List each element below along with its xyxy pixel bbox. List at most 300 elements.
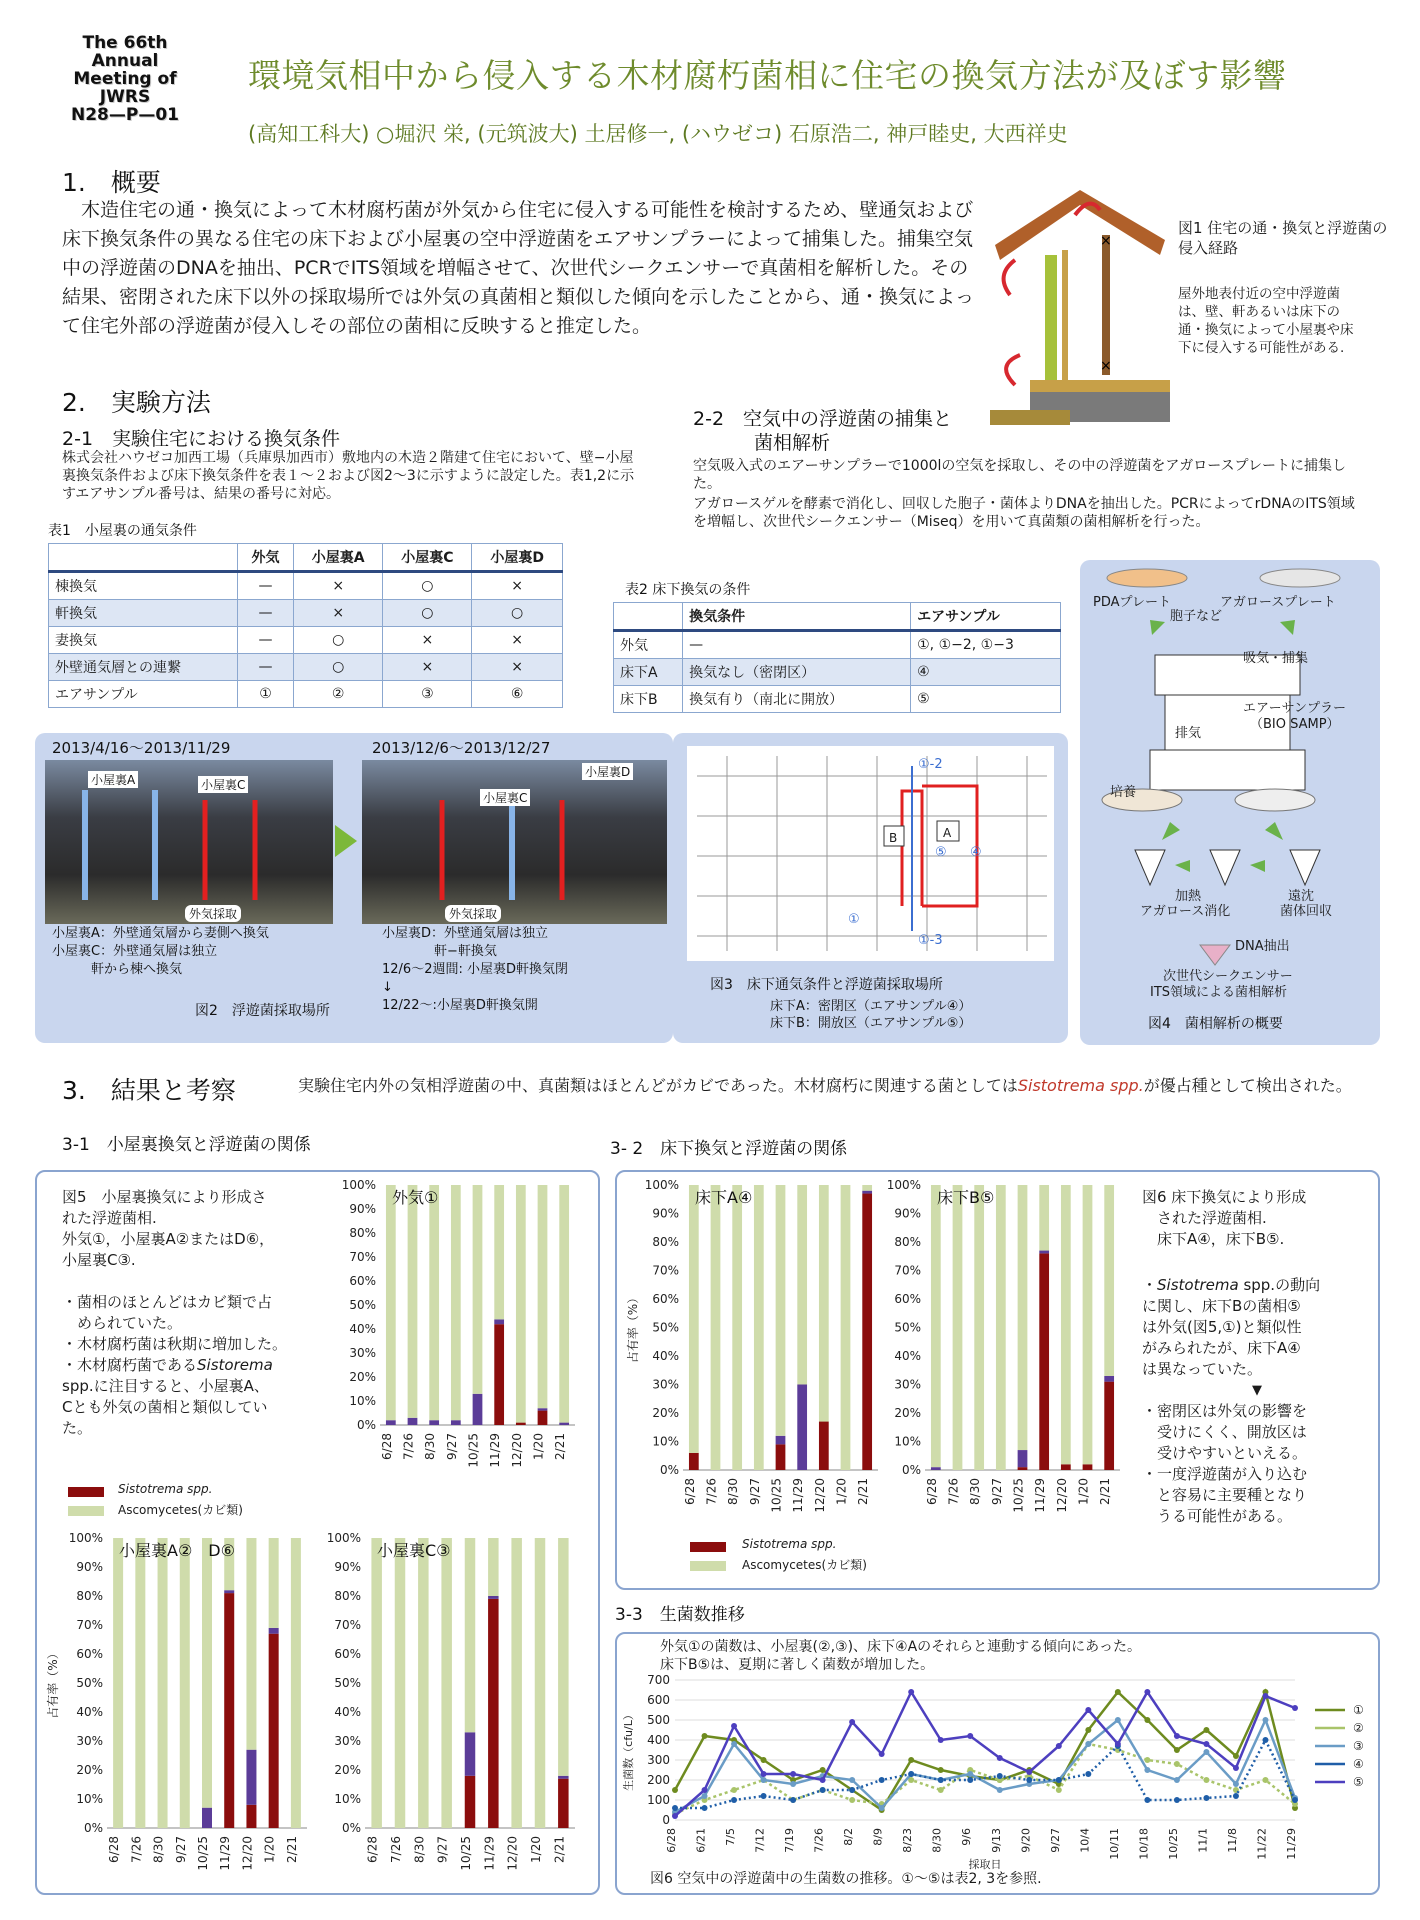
table-row: 床下A 換気なし（密閉区） ④ xyxy=(614,659,1061,686)
fig4-label-centrifuge: 遠沈 xyxy=(1288,889,1315,904)
chart-title: 小屋裏A② D⑥ xyxy=(119,1541,235,1560)
x-tick-label: 7/26 xyxy=(389,1836,403,1863)
fig3-caption: 図3 床下通気条件と浮遊菌採取場所 xyxy=(710,977,943,993)
data-point xyxy=(1144,1717,1150,1723)
y-tick-label: 80% xyxy=(652,1235,679,1249)
data-point xyxy=(997,1773,1003,1779)
data-point xyxy=(672,1805,678,1811)
fig1-arrow xyxy=(1004,260,1015,295)
data-point xyxy=(997,1755,1003,1761)
bar-segment xyxy=(224,1593,234,1828)
y-tick-label: 30% xyxy=(334,1734,361,1748)
bar-segment xyxy=(429,1420,439,1425)
legend-swatch-sistotrema xyxy=(690,1542,726,1552)
y-tick-label: 10% xyxy=(349,1394,376,1408)
bar-segment xyxy=(269,1538,279,1628)
data-point xyxy=(1144,1689,1150,1695)
bar-segment xyxy=(974,1185,984,1470)
fig4-label-sampler: エアーサンプラー xyxy=(1243,701,1346,716)
data-point xyxy=(1174,1797,1180,1803)
data-point xyxy=(1262,1737,1268,1743)
bar-segment xyxy=(538,1408,548,1410)
bar-segment xyxy=(135,1538,145,1828)
table1: 外気 小屋裏A 小屋裏C 小屋裏D 棟換気 — × ○ × 軒換気 — × ○ ○ 妻換気 — ○ × × 外壁通気層との連繋 — ○ × × エアサンプル ① ② ③ ⑥ xyxy=(48,543,563,708)
y-axis-label: 生菌数（cfu/L） xyxy=(622,1709,635,1791)
fig5-bullets: ・菌相のほとんどはカビ類で占 められていた。 ・木材腐朽菌は秋期に増加した。 ・木材腐朽菌であるSistorema spp.に注目すると、小屋裏A、 Cとも外気の菌相と類似してい た。 xyxy=(62,1293,288,1437)
y-tick-label: 20% xyxy=(894,1406,921,1420)
y-tick-label: 90% xyxy=(894,1206,921,1221)
data-point xyxy=(1115,1741,1121,1747)
fig2-label-outside-right: 外気採取 xyxy=(445,905,501,922)
bar-segment xyxy=(1061,1185,1071,1464)
x-tick-label: 11/29 xyxy=(1033,1478,1048,1513)
fig4-label-pda: PDAプレート xyxy=(1093,595,1171,610)
x-tick-label: 6/28 xyxy=(107,1836,122,1863)
bar-segment xyxy=(689,1185,699,1453)
bar-segment xyxy=(291,1538,301,1828)
fig3-notes: 床下A：密閉区（エアサンプル④） 床下B：開放区（エアサンプル⑤） xyxy=(770,999,972,1031)
series-line xyxy=(675,1692,1295,1810)
y-tick-label: 80% xyxy=(894,1235,921,1249)
data-point xyxy=(1292,1705,1298,1711)
y-tick-label: 50% xyxy=(894,1320,921,1335)
y-tick-label: 90% xyxy=(334,1560,361,1574)
x-tick-label: 11/8 xyxy=(1225,1828,1239,1853)
data-point xyxy=(761,1771,767,1777)
y-tick-label: 80% xyxy=(334,1589,361,1603)
data-point xyxy=(1174,1747,1180,1753)
y-tick-label: 60% xyxy=(349,1274,376,1288)
table-row: 棟換気 — × ○ × xyxy=(49,572,563,600)
svg-text:×: × xyxy=(1100,233,1112,249)
chart-outdoor-1 xyxy=(340,1175,580,1475)
bar-segment xyxy=(776,1185,786,1436)
bar-segment xyxy=(269,1628,279,1634)
x-tick-label: 9/27 xyxy=(444,1433,459,1460)
data-point xyxy=(997,1787,1003,1793)
y-tick-label: 60% xyxy=(334,1647,361,1661)
x-tick-label: 2/21 xyxy=(856,1478,871,1505)
bar-segment xyxy=(386,1420,396,1425)
x-tick-label: 11/29 xyxy=(791,1478,806,1513)
table-row: 外気 — ①, ①−2, ①−3 xyxy=(614,631,1061,659)
bar-segment xyxy=(465,1538,476,1732)
x-tick-label: 6/28 xyxy=(682,1478,697,1505)
data-point xyxy=(1085,1707,1091,1713)
y-tick-label: 70% xyxy=(652,1263,679,1278)
x-tick-label: 8/30 xyxy=(412,1836,427,1863)
bar-segment xyxy=(1083,1185,1093,1464)
x-tick-label: 7/26 xyxy=(401,1433,416,1460)
y-tick-label: 0% xyxy=(901,1463,921,1477)
legend-swatch-sistotrema xyxy=(68,1487,104,1497)
data-point xyxy=(1203,1777,1209,1783)
fig2-date2: 2013/12/6〜2013/12/27 xyxy=(372,739,551,757)
y-tick-label: 100% xyxy=(644,1178,679,1192)
bar-segment xyxy=(113,1538,123,1828)
fig6b-caption: 図6 空気中の浮遊菌中の生菌数の推移。①〜⑤は表2, 3を参照. xyxy=(650,1871,1042,1887)
chart-viable-count xyxy=(620,1670,1380,1870)
x-tick-label: 9/27 xyxy=(173,1836,188,1863)
fig2-note-right: 小屋裏D：外壁通気層は独立 軒−軒換気 12/6〜2週間: 小屋裏D軒換気閉 ↓ 12/22〜:小屋裏D軒換気開 xyxy=(382,926,568,1013)
y-tick-label: 30% xyxy=(652,1377,679,1392)
legend-swatch-ascomycetes xyxy=(690,1561,726,1571)
x-tick-label: 10/11 xyxy=(1107,1828,1121,1860)
legend-label: ② xyxy=(1353,1721,1364,1735)
y-tick-label: 70% xyxy=(334,1618,361,1632)
s22-heading-2: 菌相解析 xyxy=(754,432,831,454)
down-arrow-icon: ▼ xyxy=(1252,1383,1262,1398)
bar-segment xyxy=(931,1185,941,1467)
data-point xyxy=(1233,1781,1239,1787)
bar-segment xyxy=(776,1436,786,1445)
bar-segment xyxy=(202,1538,212,1808)
bar-segment xyxy=(558,1538,569,1776)
x-tick-label: 9/20 xyxy=(1019,1828,1033,1853)
x-tick-label: 9/27 xyxy=(1048,1828,1062,1853)
bar-segment xyxy=(408,1185,418,1418)
y-tick-label: 60% xyxy=(894,1292,921,1306)
x-tick-label: 10/25 xyxy=(1011,1478,1026,1513)
chart-title: 床下B⑤ xyxy=(937,1188,995,1207)
y-tick-label: 70% xyxy=(894,1263,921,1278)
x-tick-label: 7/26 xyxy=(129,1836,144,1863)
bar-segment xyxy=(1083,1464,1093,1470)
data-point xyxy=(967,1777,973,1783)
fig2-arrow-icon xyxy=(335,825,357,857)
x-tick-label: 6/28 xyxy=(379,1433,394,1460)
y-tick-label: 40% xyxy=(76,1705,103,1719)
fig3-mark-1-3: ①-3 xyxy=(918,933,943,948)
table-row: 妻換気 — ○ × × xyxy=(49,627,563,654)
bar-segment xyxy=(494,1319,504,1324)
x-tick-label: 1/20 xyxy=(834,1478,849,1505)
table1-caption: 表1 小屋裏の通気条件 xyxy=(48,523,197,539)
bar-segment xyxy=(202,1808,212,1828)
data-point xyxy=(879,1805,885,1811)
y-tick-label: 0 xyxy=(662,1813,670,1827)
bar-segment xyxy=(494,1324,504,1425)
table-row: 外壁通気層との連繋 — ○ × × xyxy=(49,654,563,681)
table2: 換気条件 エアサンプル 外気 — ①, ①−2, ①−3 床下A 換気なし（密閉区） ④ 床下B 換気有り（南北に開放） ⑤ xyxy=(613,602,1061,713)
data-point xyxy=(938,1737,944,1743)
fig2-label-c: 小屋裏C xyxy=(198,776,248,793)
fig4-label-spores: 胞子など xyxy=(1170,609,1223,624)
x-tick-label: 2/21 xyxy=(1098,1478,1113,1505)
y-tick-label: 80% xyxy=(76,1589,103,1603)
bar-segment xyxy=(1018,1467,1028,1470)
x-tick-label: 8/30 xyxy=(151,1836,166,1863)
bar-segment xyxy=(1018,1185,1028,1450)
y-tick-label: 50% xyxy=(349,1298,376,1312)
y-tick-label: 30% xyxy=(76,1734,103,1748)
x-tick-label: 8/30 xyxy=(726,1478,741,1505)
bar-segment xyxy=(1061,1464,1071,1470)
fig2-label-d: 小屋裏D xyxy=(582,763,633,780)
x-tick-label: 7/12 xyxy=(753,1828,767,1853)
data-point xyxy=(967,1733,973,1739)
y-tick-label: 40% xyxy=(894,1349,921,1363)
bar-segment xyxy=(224,1590,234,1593)
x-tick-label: 12/20 xyxy=(240,1836,255,1871)
chart-title: 外気① xyxy=(392,1188,439,1207)
poster-authors: (高知工科大) ○堀沢 栄, (元筑波大) 土居修一, (ハウゼコ) 石原浩二, 神戸睦史, 大西祥史 xyxy=(248,122,1068,146)
x-tick-label: 9/13 xyxy=(989,1828,1003,1853)
data-point xyxy=(1292,1797,1298,1803)
series-line xyxy=(675,1692,1295,1816)
y-tick-label: 600 xyxy=(647,1693,670,1707)
x-tick-label: 12/20 xyxy=(1054,1478,1069,1513)
data-point xyxy=(761,1757,767,1763)
y-tick-label: 40% xyxy=(349,1322,376,1336)
bar-segment xyxy=(451,1185,461,1420)
data-point xyxy=(908,1771,914,1777)
data-point xyxy=(879,1777,885,1783)
y-tick-label: 100% xyxy=(886,1178,921,1192)
fig4-label-heat: 加熱 xyxy=(1175,889,1202,904)
bar-segment xyxy=(451,1420,461,1425)
fig3-mark-4: ④ xyxy=(970,845,982,860)
x-tick-label: 6/21 xyxy=(694,1828,708,1853)
data-point xyxy=(702,1733,708,1739)
data-point xyxy=(1026,1777,1032,1783)
x-tick-label: 7/26 xyxy=(946,1478,961,1505)
bar-segment xyxy=(408,1418,418,1425)
s22-text1: 空気吸入式のエアーサンプラーで1000lの空気を採取し、その中の浮遊菌をアガロースプレートに捕集した。 xyxy=(693,458,1346,492)
bar-segment xyxy=(418,1538,429,1828)
x-tick-label: 8/30 xyxy=(930,1828,944,1853)
bar-segment xyxy=(269,1634,279,1828)
x-tick-label: 12/20 xyxy=(812,1478,827,1513)
bar-segment xyxy=(473,1185,483,1394)
bar-segment xyxy=(1104,1382,1114,1470)
bar-segment xyxy=(711,1185,721,1470)
bar-segment xyxy=(246,1750,256,1805)
s33-heading: 3-3 生菌数推移 xyxy=(615,1605,745,1625)
x-tick-label: 6/28 xyxy=(665,1828,678,1853)
y-tick-label: 40% xyxy=(334,1705,361,1719)
data-point xyxy=(849,1719,855,1725)
y-tick-label: 0% xyxy=(356,1418,376,1432)
data-point xyxy=(1144,1797,1150,1803)
x-tick-label: 11/1 xyxy=(1196,1828,1210,1853)
fig2-caption: 図2 浮遊菌採取場所 xyxy=(195,1003,330,1019)
bar-segment xyxy=(516,1423,526,1425)
bar-segment xyxy=(819,1185,829,1422)
data-point xyxy=(1203,1795,1209,1801)
x-tick-label: 8/30 xyxy=(968,1478,983,1505)
x-tick-label: 10/25 xyxy=(459,1836,473,1871)
y-tick-label: 300 xyxy=(647,1753,670,1767)
y-tick-label: 70% xyxy=(349,1250,376,1264)
x-tick-label: 10/4 xyxy=(1078,1828,1092,1853)
x-tick-label: 1/20 xyxy=(1076,1478,1091,1505)
data-point xyxy=(731,1723,737,1729)
x-tick-label: 8/23 xyxy=(901,1828,915,1853)
data-point xyxy=(761,1793,767,1799)
fig6b-notes: 外気①の菌数は、小屋裏(②,③)、床下④Aのそれらと連動する傾向にあった。 床下B⑤は、夏期に著しく菌数が増加した。 xyxy=(660,1639,1142,1673)
y-tick-label: 50% xyxy=(652,1320,679,1335)
fig1-note: 屋外地表付近の空中浮遊菌は、壁、軒あるいは床下の通・換気によって小屋裏や床下に侵入する可能性がある. xyxy=(1178,286,1354,356)
s22-heading: 2-2 空気中の浮遊菌の捕集と xyxy=(693,408,953,430)
bar-segment xyxy=(371,1538,382,1828)
bar-segment xyxy=(1039,1253,1049,1470)
data-point xyxy=(908,1757,914,1763)
fig4-label-agarose: アガロースプレート xyxy=(1220,595,1336,610)
bar-segment xyxy=(1039,1185,1049,1251)
fig3-mark-b: B xyxy=(889,831,898,845)
fig4-label-culture: 培養 xyxy=(1110,785,1137,800)
bar-segment xyxy=(180,1538,190,1828)
data-point xyxy=(1026,1769,1032,1775)
bar-segment xyxy=(535,1538,546,1828)
y-tick-label: 30% xyxy=(349,1346,376,1360)
x-tick-label: 8/30 xyxy=(423,1433,438,1460)
legend-label: ④ xyxy=(1353,1757,1364,1771)
legend-label: ⑤ xyxy=(1353,1775,1364,1789)
bar-segment xyxy=(511,1538,522,1828)
fig4-caption: 図4 菌相解析の概要 xyxy=(1148,1016,1283,1032)
y-tick-label: 10% xyxy=(76,1792,103,1806)
bar-segment xyxy=(1104,1376,1114,1382)
legend-label: ① xyxy=(1353,1703,1364,1717)
y-tick-label: 500 xyxy=(647,1713,670,1727)
fig4-label-its: ITS領域による菌相解析 xyxy=(1150,985,1288,1000)
bar-segment xyxy=(819,1422,829,1470)
x-tick-label: 7/19 xyxy=(783,1828,797,1853)
data-point xyxy=(1056,1787,1062,1793)
s21-text: 株式会社ハウゼコ加西工場（兵庫県加西市）敷地内の木造２階建て住宅において、壁−小屋裏換気条件および床下換気条件を表１〜２および図2〜3に示すように設定した。表1,2に示すエアサンプル番号は、結果の番号に対応。 xyxy=(62,450,635,502)
fig4-label-ngs: 次世代シークエンサー xyxy=(1163,969,1293,984)
y-tick-label: 10% xyxy=(334,1792,361,1806)
data-point xyxy=(672,1787,678,1793)
y-tick-label: 80% xyxy=(349,1226,376,1240)
data-point xyxy=(849,1797,855,1803)
fig2-label-c-right: 小屋裏C xyxy=(480,789,530,806)
fig3-floorplan-lines xyxy=(687,746,1054,961)
data-point xyxy=(967,1771,973,1777)
data-point xyxy=(790,1771,796,1777)
x-tick-label: 7/5 xyxy=(724,1828,738,1846)
bar-segment xyxy=(488,1599,499,1828)
fig1-house-diagram xyxy=(990,185,1170,425)
data-point xyxy=(938,1777,944,1783)
bar-segment xyxy=(862,1194,872,1470)
fig6-legend-sistotrema: Sistotrema spp. xyxy=(742,1537,837,1551)
x-tick-label: 11/22 xyxy=(1255,1828,1269,1860)
data-point xyxy=(1174,1777,1180,1783)
x-tick-label: 1/20 xyxy=(529,1836,543,1863)
fig4-label-exhaust: 排気 xyxy=(1175,726,1202,741)
bar-segment xyxy=(465,1776,476,1828)
fig6-bullets: ・Sistotrema spp.の動向 に関し、床下Bの菌相⑤ は外気(図5,①)と類似性 がみられたが、床下A④ は異なっていた。 ▼ ・密閉区は外気の影響を 受けにくく、開放区は 受けやすいといえる。 ・一度浮遊菌が入り込む と容易に主要種となり うる可能性がある。 xyxy=(1142,1275,1372,1527)
bar-segment xyxy=(158,1538,168,1828)
data-point xyxy=(672,1813,678,1819)
data-point xyxy=(731,1797,737,1803)
y-tick-label: 60% xyxy=(76,1647,103,1661)
section3-heading: 3. 結果と考察 xyxy=(62,1076,236,1105)
data-point xyxy=(938,1787,944,1793)
table2-caption: 表2 床下換気の条件 xyxy=(625,582,751,598)
data-point xyxy=(1115,1717,1121,1723)
x-tick-label: 10/25 xyxy=(769,1478,784,1513)
data-point xyxy=(908,1689,914,1695)
fig4-label-digest: アガロース消化 xyxy=(1140,904,1231,919)
fig3-mark-a: A xyxy=(943,826,952,840)
x-tick-label: 11/29 xyxy=(218,1836,233,1871)
bar-segment xyxy=(516,1185,526,1423)
data-point xyxy=(1144,1757,1150,1763)
chart-title: 床下A④ xyxy=(695,1188,753,1207)
bar-segment xyxy=(776,1444,786,1470)
section1-heading: 1. 概要 xyxy=(62,168,161,197)
bar-segment xyxy=(494,1185,504,1319)
fig1-arrow xyxy=(1006,355,1020,385)
bar-segment xyxy=(488,1596,499,1599)
bar-segment xyxy=(395,1538,406,1828)
data-point xyxy=(1085,1771,1091,1777)
bar-segment xyxy=(559,1423,569,1425)
bar-segment xyxy=(1104,1185,1114,1376)
bar-segment xyxy=(386,1185,396,1420)
y-tick-label: 20% xyxy=(652,1406,679,1420)
data-point xyxy=(1233,1753,1239,1759)
fig4-label-recover: 菌体回収 xyxy=(1280,904,1333,919)
bar-segment xyxy=(931,1467,941,1470)
section1-text: 木造住宅の通・換気によって木材腐朽菌が外気から住宅に侵入する可能性を検討するため、壁通気および床下換気条件の異なる住宅の床下および小屋裏の空中浮遊菌をエアサンプラーによって捕集した。捕集空気中の浮遊菌のDNAを抽出、PCRでITS領域を増幅させて、次世代シークエンサーで真菌相を解析した。その結果、密閉された床下以外の採取場所では外気の真菌相と類似した傾向を示したことから、通・換気によって住宅外部の浮遊菌が侵入しその部位の菌相に反映すると推定した。 xyxy=(62,199,975,337)
bar-segment xyxy=(558,1779,569,1828)
chart-attic-a-d xyxy=(45,1530,315,1890)
data-point xyxy=(731,1787,737,1793)
legend-swatch-ascomycetes xyxy=(68,1506,104,1516)
y-tick-label: 20% xyxy=(334,1763,361,1777)
data-point xyxy=(1262,1717,1268,1723)
x-tick-label: 9/27 xyxy=(435,1836,450,1863)
bar-segment xyxy=(538,1185,548,1408)
x-tick-label: 12/20 xyxy=(505,1836,520,1871)
data-point xyxy=(849,1787,855,1793)
fig5-legend-sistotrema: Sistotrema spp. xyxy=(118,1482,213,1496)
y-tick-label: 20% xyxy=(76,1763,103,1777)
y-tick-label: 60% xyxy=(652,1292,679,1306)
fig3-mark-1-2: ①-2 xyxy=(918,757,943,772)
data-point xyxy=(1203,1749,1209,1755)
data-point xyxy=(879,1751,885,1757)
x-tick-label: 10/25 xyxy=(466,1433,481,1468)
data-point xyxy=(761,1777,767,1783)
x-tick-label: 1/20 xyxy=(262,1836,277,1863)
fig2-label-a: 小屋裏A xyxy=(88,771,138,788)
x-tick-label: 9/27 xyxy=(989,1478,1004,1505)
bar-segment xyxy=(754,1185,764,1470)
x-tick-label: 6/28 xyxy=(924,1478,939,1505)
y-tick-label: 100 xyxy=(647,1793,670,1807)
fig2-label-outside: 外気採取 xyxy=(185,905,241,922)
y-tick-label: 70% xyxy=(76,1618,103,1632)
fig4-label-intake: 吸気・捕集 xyxy=(1243,651,1309,666)
x-tick-label: 9/27 xyxy=(747,1478,762,1505)
x-tick-label: 12/20 xyxy=(509,1433,524,1468)
bar-segment xyxy=(862,1185,872,1191)
x-tick-label: 10/25 xyxy=(1166,1828,1180,1860)
data-point xyxy=(1203,1741,1209,1747)
y-tick-label: 10% xyxy=(652,1434,679,1449)
bar-segment xyxy=(441,1538,452,1828)
y-tick-label: 0% xyxy=(659,1463,679,1477)
bar-segment xyxy=(1018,1450,1028,1467)
data-point xyxy=(1115,1689,1121,1695)
data-point xyxy=(731,1741,737,1747)
